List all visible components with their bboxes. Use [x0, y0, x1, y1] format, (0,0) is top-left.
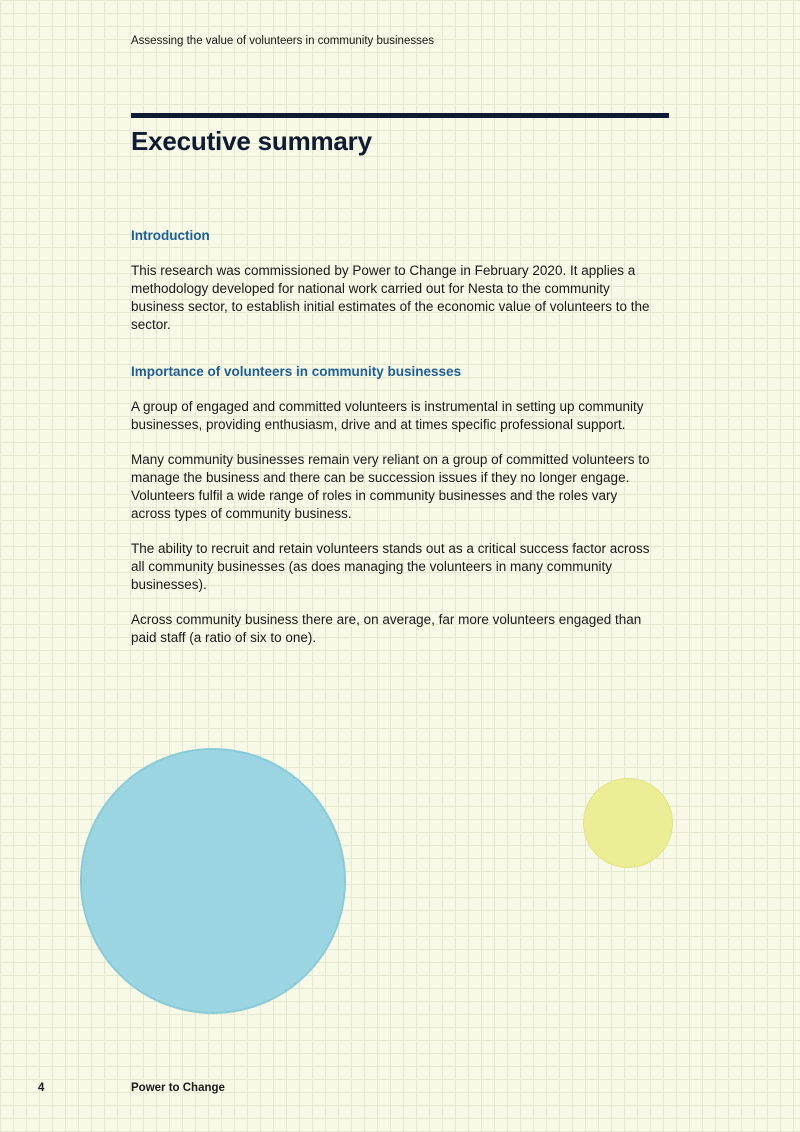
importance-paragraph-1: A group of engaged and committed volunteers is instrumental in setting up community businesses, providing enthusiasm, drive and at times specific professional support.: [131, 399, 644, 432]
section-heading-introduction: Introduction: [131, 228, 210, 243]
section-heading-importance: Importance of volunteers in community businesses: [131, 364, 462, 379]
decorative-yellow-circle: [583, 778, 673, 868]
importance-paragraph-2: Many community businesses remain very reliant on a group of committed volunteers to manage the business and there can be succession issues if they no longer engage. Volunteers fulfil a wide range of roles in community businesses and the roles vary across types of community business.: [131, 452, 650, 521]
page-title: Executive summary: [131, 126, 372, 156]
intro-paragraph: This research was commissioned by Power to Change in February 2020. It applies a methodology developed for national work carried out for Nesta to the community business sector, to establish initial estimates of the economic value of volunteers to the sector.: [131, 263, 650, 332]
decorative-blue-circle: [80, 748, 346, 1014]
footer-brand: Power to Change: [131, 1082, 225, 1094]
importance-paragraph-4: Across community business there are, on average, far more volunteers engaged than paid staff (a ratio of six to one).: [131, 612, 642, 645]
page-number: 4: [38, 1082, 45, 1094]
importance-paragraph-3: The ability to recruit and retain volunteers stands out as a critical success factor across all community businesses (as does managing the volunteers in many community businesses).: [131, 541, 650, 592]
title-rule: [131, 113, 669, 118]
main-content: [131, 227, 651, 647]
running-header: Assessing the value of volunteers in community businesses: [131, 35, 434, 47]
